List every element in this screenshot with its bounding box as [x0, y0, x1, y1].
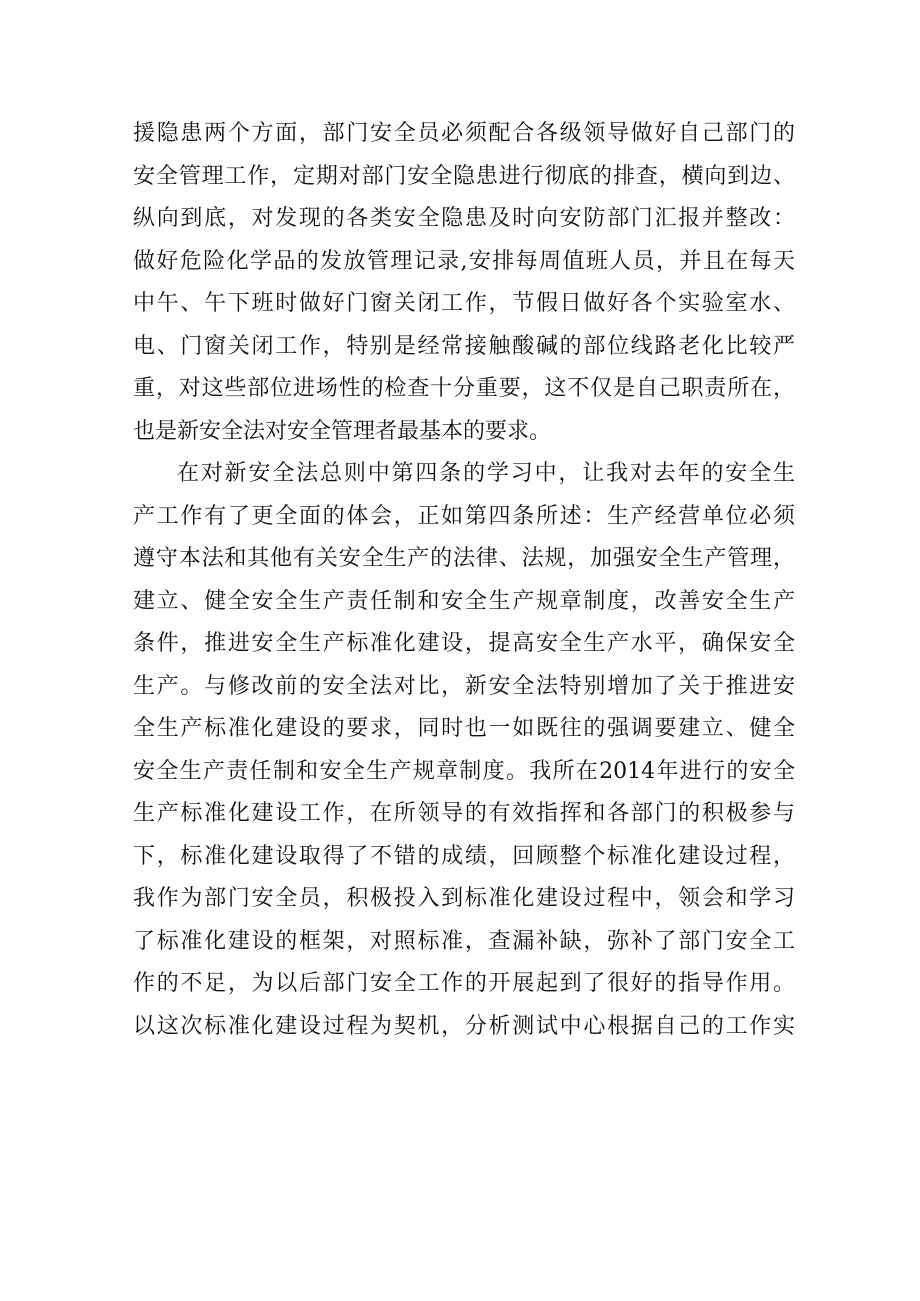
paragraph-1 — [133, 113, 795, 453]
text-line: 以这次标准化建设过程为契机，分析测试中心根据自己的工作实 — [133, 1013, 795, 1039]
text-line: 下，标准化建设取得了不错的成绩，回顾整个标准化建设过程， — [133, 843, 795, 869]
document-body — [133, 113, 795, 1048]
text-line: 中午、午下班时做好门窗关闭工作，节假日做好各个实验室水、 — [133, 291, 795, 316]
text-line: 生产标准化建设工作，在所领导的有效指挥和各部门的积极参与 — [133, 801, 795, 826]
text-line: 也是新安全法对安全管理者最基本的要求。 — [133, 418, 552, 444]
text-line: 纵向到底，对发现的各类安全隐患及时向安防部门汇报并整改： — [133, 206, 795, 231]
text-line: 条件，推进安全生产标准化建设，提高安全生产水平，确保安全 — [133, 631, 795, 656]
text-line: 了标准化建设的框架，对照标准，查漏补缺，弥补了部门安全工 — [133, 928, 795, 954]
text-line: 作的不足，为以后部门安全工作的开展起到了很好的指导作用。 — [133, 971, 795, 996]
text-line: 我作为部门安全员，积极投入到标准化建设过程中，领会和学习 — [133, 886, 795, 911]
text-line: 援隐患两个方面，部门安全员必须配合各级领导做好自己部门的 — [133, 121, 795, 146]
text-line: 做好危险化学品的发放管理记录,安排每周值班人员，并且在每天 — [133, 248, 795, 274]
text-line: 产工作有了更全面的体会，正如第四条所述：生产经营单位必须 — [133, 503, 795, 529]
text-line: 安全管理工作，定期对部门安全隐患进行彻底的排查，横向到边、 — [133, 163, 795, 189]
text-line: 生产。与修改前的安全法对比，新安全法特别增加了关于推进安 — [133, 673, 795, 699]
text-line: 安全生产责任制和安全生产规章制度。我所在2014年进行的安全 — [133, 758, 795, 784]
text-line: 遵守本法和其他有关安全生产的法律、法规，加强安全生产管理， — [133, 546, 795, 571]
text-line: 全生产标准化建设的要求，同时也一如既往的强调要建立、健全 — [133, 716, 795, 741]
text-line: 重，对这些部位进场性的检查十分重要，这不仅是自己职责所在， — [133, 376, 795, 401]
text-line: 电、门窗关闭工作，特别是经常接触酸碱的部位线路老化比较严 — [133, 333, 795, 359]
text-line: 建立、健全安全生产责任制和安全生产规章制度，改善安全生产 — [133, 588, 795, 614]
text-line: 在对新安全法总则中第四条的学习中，让我对去年的安全生 — [177, 461, 795, 486]
paragraph-2 — [133, 453, 795, 1048]
